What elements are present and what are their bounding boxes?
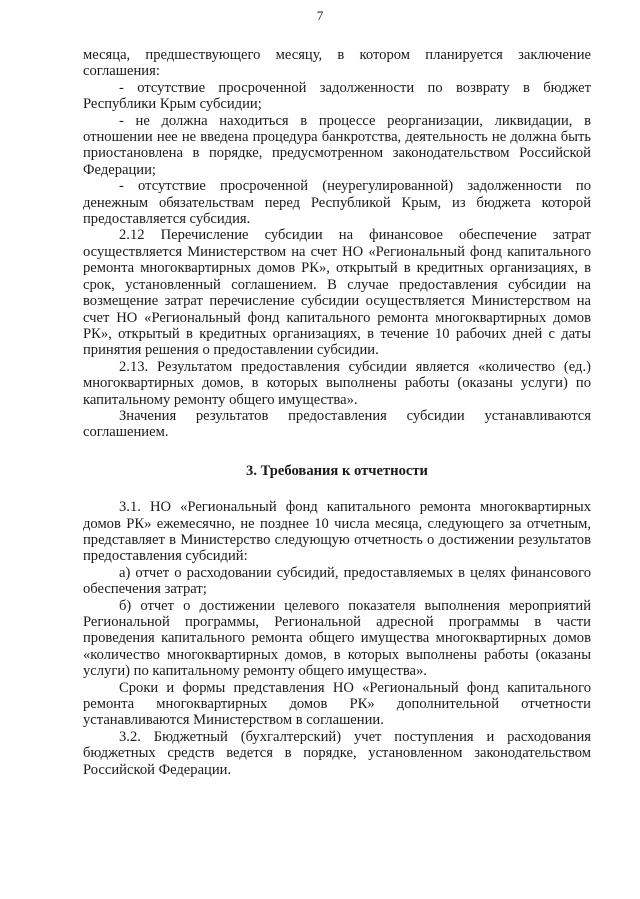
page-number: 7 [316,8,324,23]
paragraph-list-item: - не должна находиться в процессе реорганизации, ликвидации, в отношении нее не введена процедура банкротства, деятельность не должна быть приостановлена в порядке, предусмотренном законодательством Российской Федерации; [83,112,591,178]
section-heading: 3. Требования к отчетности [246,462,428,479]
paragraph-2-12: 2.12 Перечисление субсидии на финансовое обеспечение затрат осуществляется Министерством на счет НО «Региональный фонд капитального ремонта многоквартирных домов РК», открытый в кредитных организациях, в срок, установленный соглашением. В случае предоставления субсидии на возмещение затрат перечисление субсидии осуществляется Министерством на счет НО «Региональный фонд капитального ремонта многоквартирных домов РК», открытый в кредитных организациях, в течение 10 рабочих дней с даты принятия решения о предоставлении субсидии. [83,227,591,359]
paragraph-list-item: - отсутствие просроченной задолженности по возврату в бюджет Республики Крым субсидии; [83,79,591,113]
paragraph-continuation: месяца, предшествующего месяцу, в котором планируется заключение соглашения: [83,47,591,80]
document-body [83,47,591,778]
paragraph-list-item: - отсутствие просроченной (неурегулированной) задолженности по денежным обязательствам перед Республикой Крым, из бюджета которой предоставляется субсидия. [83,178,591,228]
paragraph-3-2: 3.2. Бюджетный (бухгалтерский) учет поступления и расходования бюджетных средств ведется в порядке, установленном законодательством Российской Федерации. [83,728,591,778]
paragraph-2-13: 2.13. Результатом предоставления субсидии является «количество (ед.) многоквартирных домов, в которых выполнены работы (оказаны услуги) по капитальному ремонту общего имущества». [83,358,591,408]
paragraph-results-values: Значения результатов предоставления субсидии устанавливаются соглашением. [83,407,591,441]
paragraph-additional-reporting: Сроки и формы представления НО «Региональный фонд капитального ремонта многоквартирных домов РК» дополнительной отчетности устанавливаются Министерством в соглашении. [83,679,591,729]
paragraph-report-b: б) отчет о достижении целевого показателя выполнения мероприятий Региональной программы, Региональной адресной программы в части проведения капитального ремонта общего имущества многоквартирных домов «количество многоквартирных домов, в которых выполнены работы (оказаны услуги) по капитальному ремонту общего имущества». [83,597,591,680]
paragraph-3-1: 3.1. НО «Региональный фонд капитального ремонта многоквартирных домов РК» ежемесячно, не позднее 10 числа месяца, следующего за отчетным, представляет в Министерство следующую отчетность о достижении результатов предоставления субсидий: [83,499,591,565]
paragraph-report-a: а) отчет о расходовании субсидий, предоставляемых в целях финансового обеспечения затрат; [83,564,591,598]
